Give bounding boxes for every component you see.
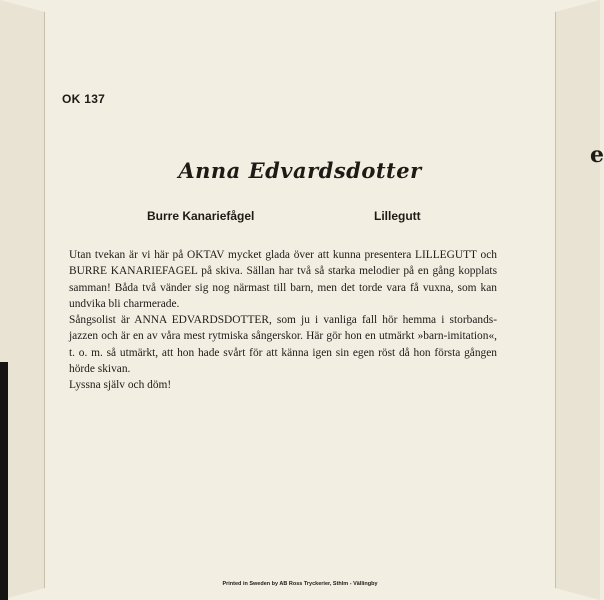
liner-paragraph-soloist: Sångsolist är ANNA EDVARDSDOTTER, som ju i vanliga fall hör hemma i storbands-jazzen och är en av våra mest rytmiska sångerskor. Här gör hon en utmärkt »barn-imitation«, t. o. m. så utmärkt, att hon hade svårt för att känna igen sin egen röst då hon första gången hörde skivan. <box>69 314 497 376</box>
liner-paragraph-closing: Lyssna själv och döm! <box>69 379 172 392</box>
track-side-a: Burre Kanariefågel <box>147 209 255 223</box>
sleeve-fold-right <box>555 0 600 600</box>
liner-notes <box>69 247 497 394</box>
catalog-number: OK 137 <box>62 92 106 106</box>
track-side-b: Lillegutt <box>374 209 421 223</box>
cropped-edge-glyph: e <box>590 142 604 168</box>
liner-paragraph-intro: Utan tvekan är vi här på OKTAV mycket glada över att kunna presentera LILLEGUTT och BURRE KANARIEFAGEL på skiva. Sällan har två så starka melodier på en gång kopplats samman! Båda två vänder sig nog närmast till barn, men det torde vara få vuxna, som kan undvika bli charmerade. <box>69 249 497 310</box>
printer-credit: Printed in Sweden by AB Ross Tryckerier, Sthlm - Vällingby <box>222 581 378 587</box>
artist-name: Anna Edvardsdotter <box>178 158 422 183</box>
left-edge-shadow <box>0 362 8 600</box>
